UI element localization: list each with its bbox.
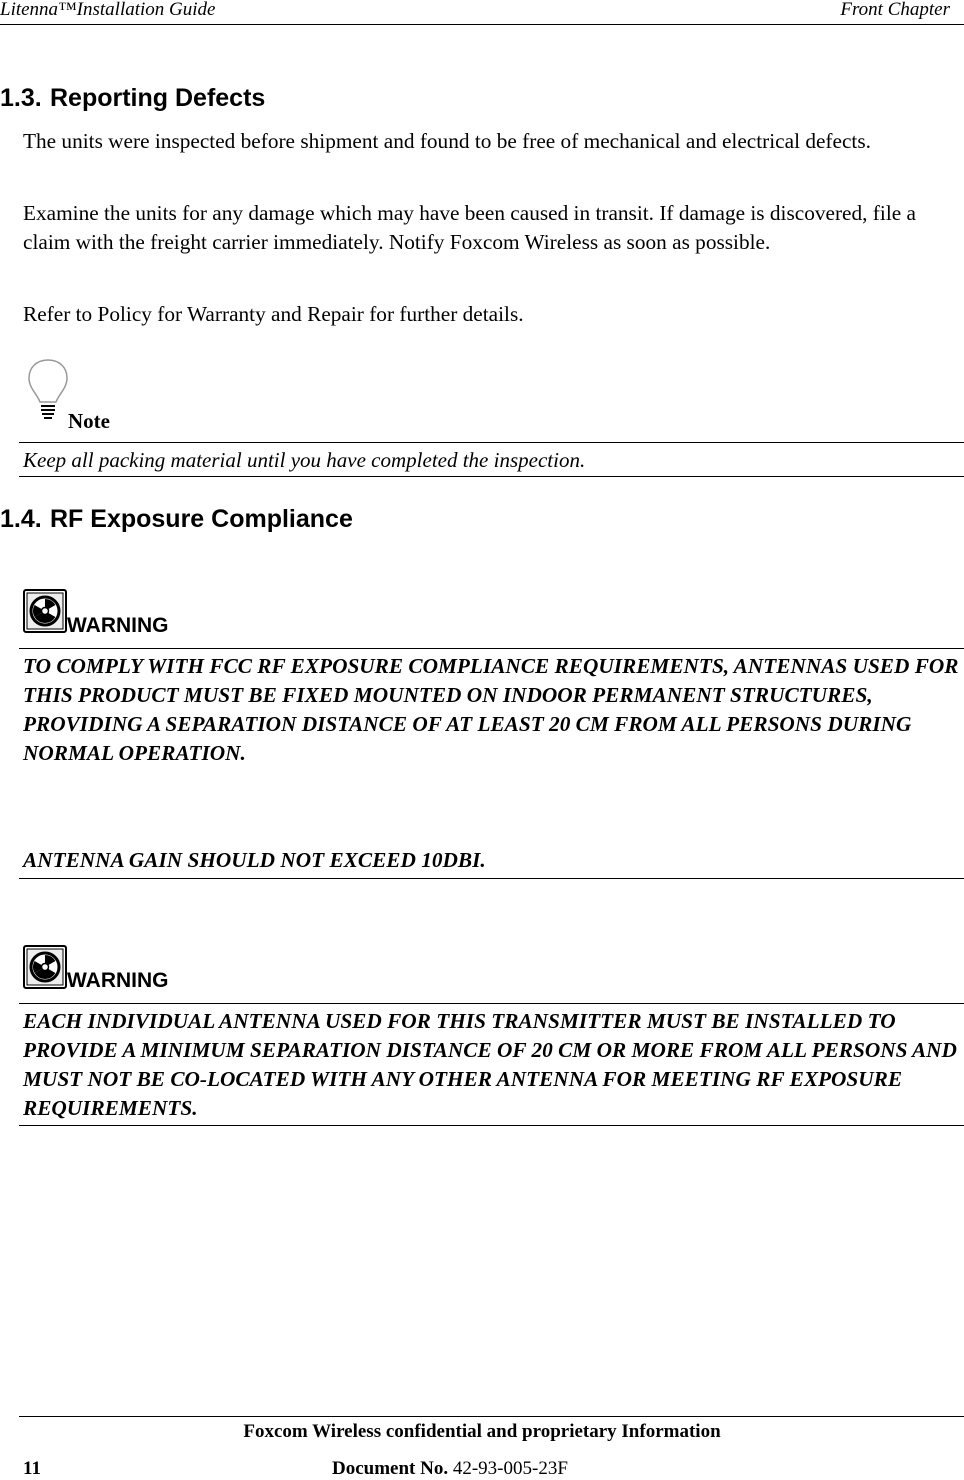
paragraph-damage: Examine the units for any damage which may have been caused in transit. If damage is discovered, file a claim with the freight carrier immediately. Notify Foxcom Wireless as soon as possible. (23, 201, 916, 254)
radiation-icon (23, 589, 67, 633)
divider (19, 648, 964, 649)
radiation-icon (23, 945, 67, 989)
divider (19, 442, 964, 443)
warning-label: WARNING (67, 969, 169, 992)
header-guide-title: Litenna™Installation Guide (0, 0, 216, 20)
divider (19, 1125, 964, 1126)
paragraph-policy: Refer to Policy for Warranty and Repair for further details. (23, 302, 524, 326)
section-title: Reporting Defects (50, 84, 266, 112)
page-header (0, 0, 964, 25)
page-number: 11 (23, 1458, 41, 1479)
note-text: Keep all packing material until you have completed the inspection. (23, 448, 586, 472)
divider (19, 476, 964, 477)
warning-text-fcc-exposure: TO COMPLY WITH FCC RF EXPOSURE COMPLIANCE REQUIREMENTS, ANTENNAS USED FOR THIS PRODUCT MUST BE FIXED MOUNTED ON INDOOR PERMANENT STRUCTURES, PROVIDING A SEPARATION DISTANCE OF AT LEAST 20 CM FROM ALL PERSONS DURING NORMAL OPERATION. (23, 654, 959, 765)
section-number: 1.4. (0, 505, 42, 533)
section-number: 1.3. (0, 84, 42, 112)
warning-label: WARNING (67, 614, 169, 637)
section-heading-reporting-defects (0, 84, 265, 113)
paragraph-inspection: The units were inspected before shipment and found to be free of mechanical and electrical defects. (23, 129, 871, 153)
lightbulb-icon (27, 358, 69, 422)
divider (19, 878, 964, 879)
footer-divider (19, 1416, 964, 1417)
note-label: Note (68, 409, 110, 433)
document-number-label: Document No. (332, 1458, 449, 1479)
warning-text-antenna-gain: ANTENNA GAIN SHOULD NOT EXCEED 10DBI. (23, 848, 486, 872)
warning-text-separation: EACH INDIVIDUAL ANTENNA USED FOR THIS TRANSMITTER MUST BE INSTALLED TO PROVIDE A MINIMUM SEPARATION DISTANCE OF 20 CM OR MORE FROM ALL PERSONS AND MUST NOT BE CO-LOCATED WITH ANY OTHER ANTENNA FOR MEETING RF EXPOSURE REQUIREMENTS. (23, 1009, 957, 1120)
header-chapter: Front Chapter (840, 0, 950, 20)
document-number-value: 42-93-005-23F (452, 1458, 568, 1479)
section-heading-rf-exposure (0, 505, 353, 534)
divider (19, 1003, 964, 1004)
section-title: RF Exposure Compliance (50, 505, 353, 533)
footer-confidential-notice: Foxcom Wireless confidential and proprietary Information (243, 1421, 721, 1442)
